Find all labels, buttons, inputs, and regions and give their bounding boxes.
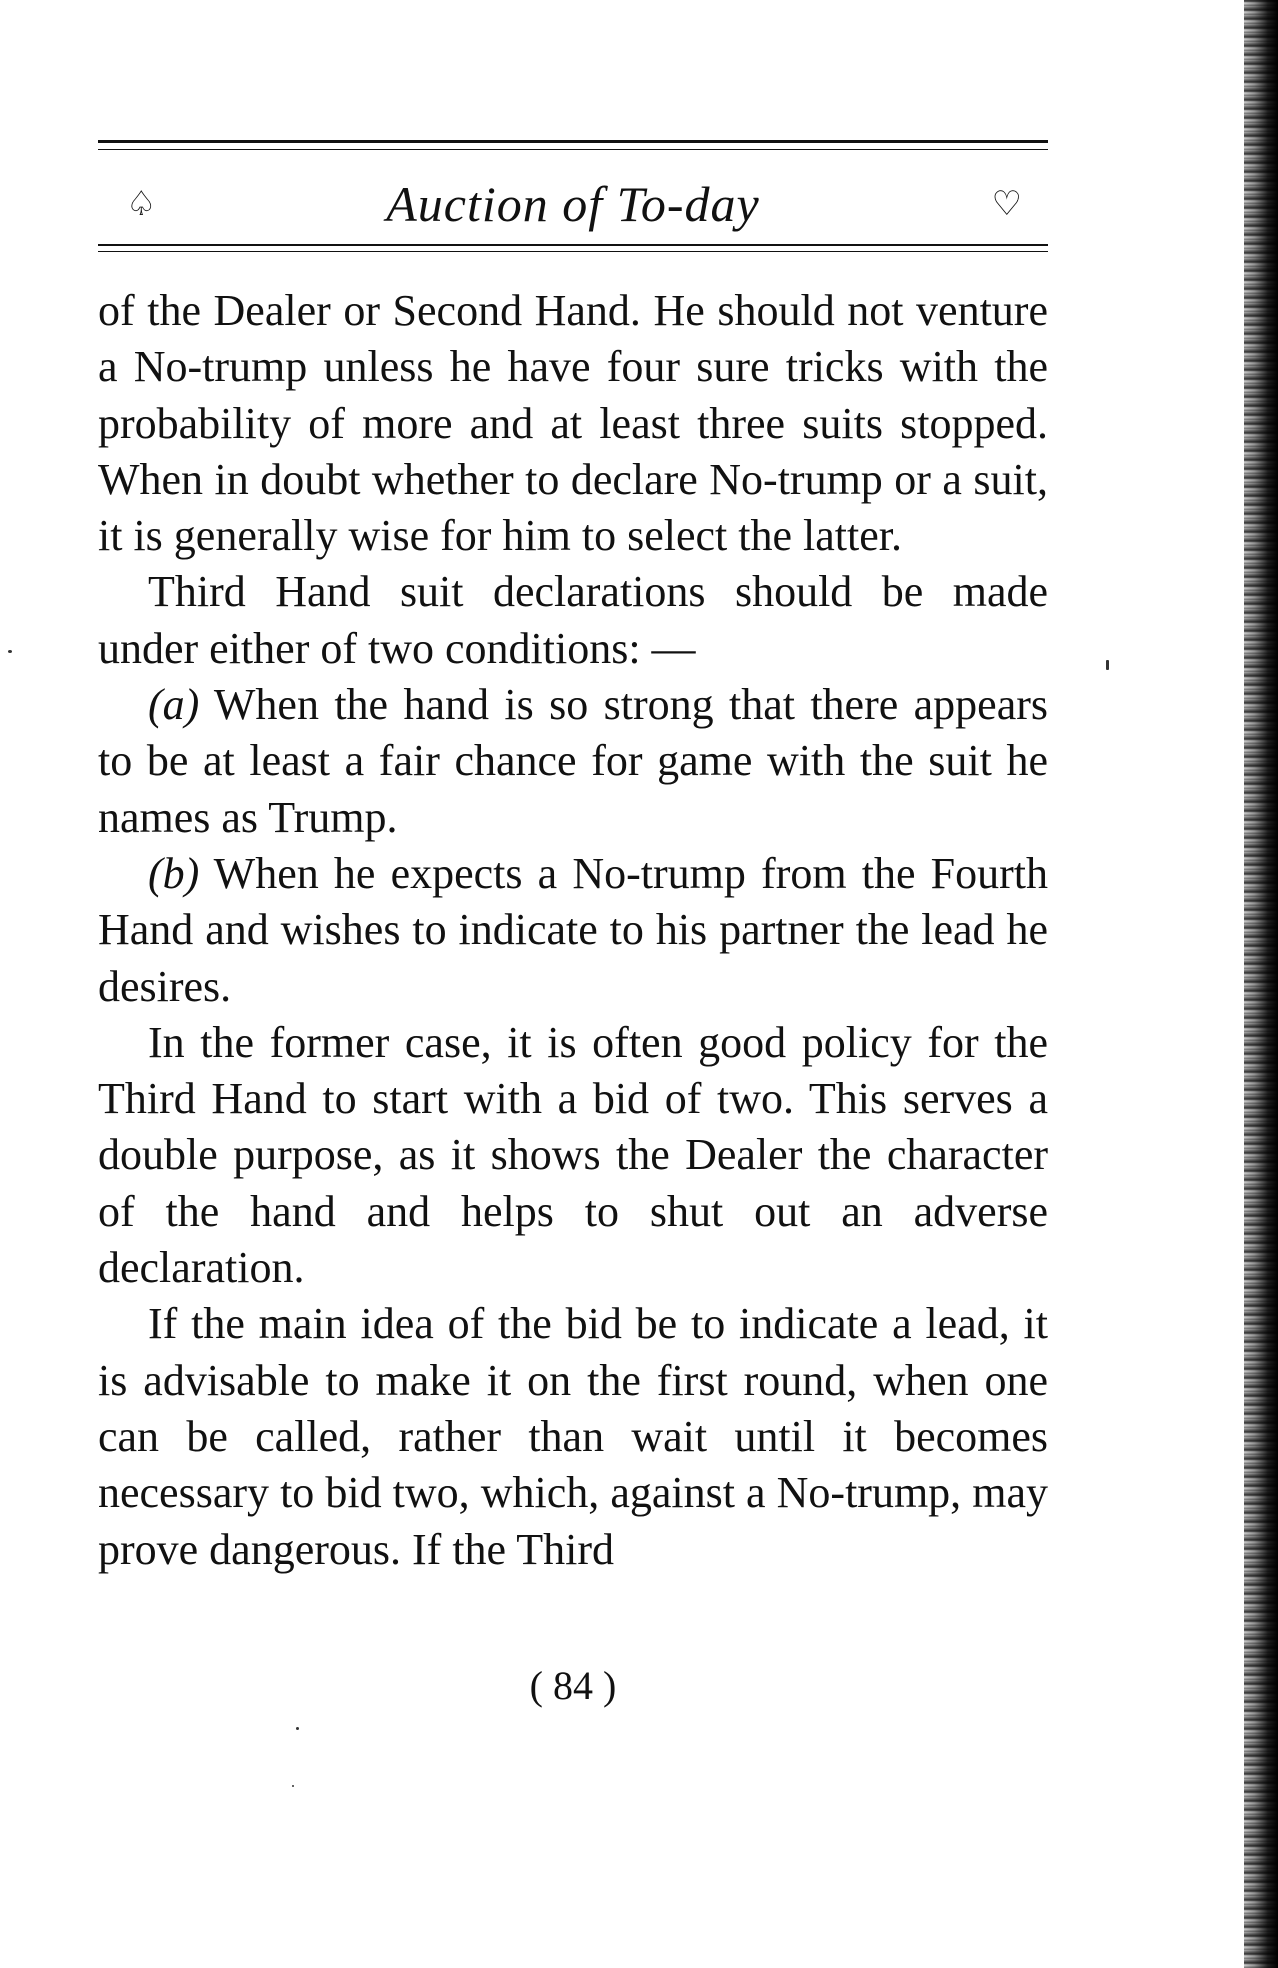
header-rule-bottom-thin: [98, 251, 1048, 252]
page-number: ( 84 ): [529, 1663, 617, 1708]
body-text: [98, 283, 1048, 1578]
paragraph-former-case: In the former case, it is often good policy for the Third Hand to start with a bid of two. This serves a double purpose, as it shows the Dealer the character of the hand and helps to shut out an adverse declaration.: [98, 1017, 1048, 1293]
page-edge-shadow: [1244, 0, 1278, 1968]
scan-speck: [8, 650, 12, 653]
spade-outline-icon: ♤: [126, 184, 157, 224]
condition-b-label: (b): [148, 848, 200, 898]
header-rule-top-thin: [98, 149, 1048, 150]
scan-speck: [292, 1785, 294, 1787]
condition-a-text: When the hand is so strong that there appears to be at least a fair chance for game with the suit he names as Trump.: [98, 680, 1048, 842]
header-rule-top-thick: [98, 140, 1048, 143]
scan-speck: [1106, 660, 1109, 670]
condition-b-text: When he expects a No-trump from the Fourth Hand and wishes to indicate to his partner the lead he desires.: [98, 848, 1048, 1011]
header-title: Auction of To-day: [386, 176, 760, 232]
paragraph-main-idea: If the main idea of the bid be to indicate a lead, it is advisable to make it on the first round, when one can be called, rather than wait until it becomes necessary to bid two, which, against a No-trump, may prove dangerous. If the Third: [98, 1299, 1048, 1574]
heart-outline-icon: ♡: [991, 184, 1022, 224]
paragraph-condition-b: [98, 846, 1048, 1015]
running-header: [98, 140, 1048, 266]
paragraph-continuation: of the Dealer or Second Hand. He should not venture a No-trump unless he have four sure tricks with the probability of more and at least three suits stopped. When in doubt whether to declare No-trump or a suit, it is generally wise for him to select the latter.: [98, 286, 1048, 561]
header-rule-bottom-thick: [98, 244, 1048, 246]
condition-a-label: (a): [148, 680, 200, 730]
paragraph-third-hand: Third Hand suit declarations should be made under either of two conditions: —: [98, 567, 1048, 673]
paragraph-condition-a: [98, 677, 1048, 846]
scan-speck: [296, 1727, 299, 1730]
